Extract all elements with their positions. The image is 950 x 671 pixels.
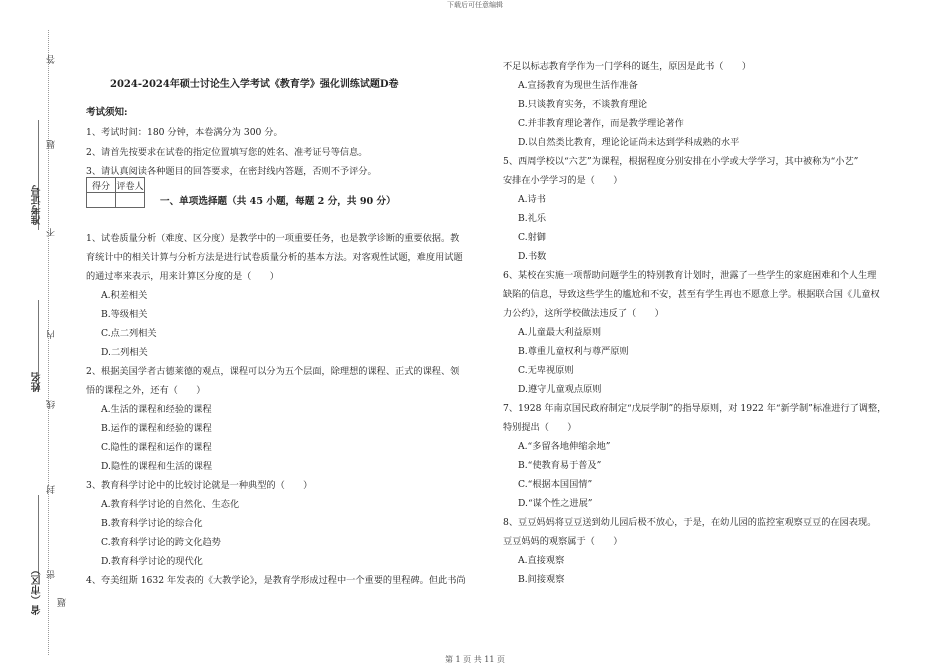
question-stem: 7、1928 年南京国民政府制定“戊辰学制”的指导原则，对 1922 年“新学制”标准进行了调整， xyxy=(503,403,887,414)
question-stem: 8、豆豆妈妈将豆豆送到幼儿园后极不放心，于是，在幼儿园的监控室观察豆豆的在园表现。 xyxy=(503,517,877,528)
answer-option: D.二列相关 xyxy=(101,347,148,358)
seal-char-xian: 线 xyxy=(47,400,57,409)
question-stem: 的通过率来表示，用来计算区分度的是（ ） xyxy=(86,271,279,282)
answer-option: A.直接观察 xyxy=(518,555,565,566)
answer-option: A.积差相关 xyxy=(101,290,148,301)
province-line xyxy=(38,495,39,575)
question-continuation: 不足以标志教育学作为一门学科的诞生，原因是此书（ ） xyxy=(503,61,752,72)
seal-char-feng: 封 xyxy=(47,485,57,494)
answer-option: B.礼乐 xyxy=(518,213,547,224)
answer-option: A.儿童最大利益原则 xyxy=(518,327,602,338)
question-stem: 6、某校在实施一项帮助问题学生的特别教育计划时，泄露了一些学生的家庭困难和个人生理 xyxy=(503,270,877,281)
seal-char-bottom: 题 xyxy=(58,598,68,607)
section-title: 一、单项选择题（共 45 小题，每题 2 分，共 90 分） xyxy=(160,196,396,207)
answer-option: C.隐性的课程和运作的课程 xyxy=(101,442,212,453)
answer-option: D.遵守儿童观点原则 xyxy=(518,384,602,395)
notice-item: 2、请首先按要求在试卷的指定位置填写您的姓名、准考证号等信息。 xyxy=(86,146,368,158)
question-stem: 特别提出（ ） xyxy=(503,422,577,433)
seal-char-da: 答 xyxy=(47,55,57,64)
question-stem: 2、根据美国学者古德莱德的观点，课程可以分为五个层面，除理想的课程、正式的课程、领 xyxy=(86,366,460,377)
answer-option: A.生活的课程和经验的课程 xyxy=(101,404,212,415)
answer-option: D.以自然类比教育，理论论证尚未达到学科成熟的水平 xyxy=(518,137,740,148)
question-stem: 豆豆妈妈的观察属于（ ） xyxy=(503,536,623,547)
notice-item: 1、考试时间：180 分钟，本卷满分为 300 分。 xyxy=(86,127,283,138)
answer-option: D.隐性的课程和生活的课程 xyxy=(101,461,213,472)
left-question-column xyxy=(86,229,486,590)
notice-list xyxy=(86,123,377,182)
score-label: 得分 xyxy=(87,178,116,193)
answer-option: A.宣扬教育为现世生活作准备 xyxy=(518,80,638,91)
answer-option: B.尊重儿童权利与尊严原则 xyxy=(518,346,629,357)
question-stem: 育统计中的相关计算与分析方法是进行试卷质量分析的基本方法。对客观性试题，难度用试题 xyxy=(86,252,463,263)
question-stem: 力公约》，这所学校做法违反了（ ） xyxy=(503,308,664,319)
seal-char-ti: 题 xyxy=(47,140,57,149)
question-stem: 3、教育科学讨论中的比较讨论就是一种典型的（ ） xyxy=(86,480,313,491)
answer-option: B.“使教育易于普及” xyxy=(518,460,602,471)
name-label: 姓名 xyxy=(32,372,43,392)
answer-option: A.教育科学讨论的自然化、生态化 xyxy=(101,499,240,510)
seal-char-nei: 内 xyxy=(47,330,57,339)
answer-option: B.等级相关 xyxy=(101,309,148,320)
answer-option: B.教育科学讨论的综合化 xyxy=(101,518,203,529)
answer-option: B.只谈教育实务，不谈教育理论 xyxy=(518,99,648,110)
score-cell[interactable] xyxy=(87,193,116,208)
answer-option: C.“根据本国国情” xyxy=(518,479,593,490)
right-question-column xyxy=(503,57,913,589)
answer-option: C.射御 xyxy=(518,232,546,243)
question-stem: 安排在小学学习的是（ ） xyxy=(503,175,623,186)
answer-option: C.教育科学讨论的跨文化趋势 xyxy=(101,537,221,548)
seal-char-mi: 密 xyxy=(47,570,57,579)
header-note: 下载后可任意编辑 xyxy=(447,1,503,9)
question-stem: 缺陷的信息，导致这些学生的尴尬和不安，甚至有学生再也不愿意上学。根据联合国《儿童权 xyxy=(503,289,880,300)
answer-option: C.无卑视原则 xyxy=(518,365,574,376)
dotted-seal-line xyxy=(48,30,49,655)
question-stem: 1、试卷质量分析（难度、区分度）是教学中的一项重要任务，也是教学诊断的重要依据。教 xyxy=(86,233,460,244)
grader-label: 评卷人 xyxy=(116,178,145,193)
notice-heading: 考试须知: xyxy=(86,107,128,118)
page-number: 第 1 页 共 11 页 xyxy=(445,655,505,664)
answer-option: D.书数 xyxy=(518,251,547,262)
question-stem: 5、西周学校以“六艺”为课程，根据程度分别安排在小学或大学学习，其中被称为“小艺” xyxy=(503,156,859,167)
question-stem: 4、夸美纽斯 1632 年发表的《大教学论》，是教育学形成过程中一个重要的里程碑。但此书尚 xyxy=(86,575,466,586)
answer-option: C.并非教育理论著作，而是教学理论著作 xyxy=(518,118,684,129)
seal-char-bu: 不 xyxy=(47,228,57,237)
province-label: 省（市区） xyxy=(32,565,43,615)
answer-option: A.诗书 xyxy=(518,194,546,205)
exam-title: 2024-2024年硕士讨论生入学考试《教育学》强化训练试题D卷 xyxy=(110,79,399,90)
binding-margin xyxy=(0,0,72,671)
answer-option: C.点二列相关 xyxy=(101,328,157,339)
question-stem: 悟的课程之外，还有（ ） xyxy=(86,385,206,396)
answer-option: D.教育科学讨论的现代化 xyxy=(101,556,203,567)
score-box xyxy=(86,177,145,208)
answer-option: A.“多留各地伸缩余地” xyxy=(518,441,611,452)
notice-item: 3、请认真阅读各种题目的回答要求，在密封线内答题，否则不予评分。 xyxy=(86,166,377,177)
answer-option: B.运作的课程和经验的课程 xyxy=(101,423,212,434)
exam-number-label: 准考证号 xyxy=(32,185,43,225)
answer-option: D.“谋个性之进展” xyxy=(518,498,593,509)
answer-option: B.间接观察 xyxy=(518,574,565,585)
grader-cell[interactable] xyxy=(116,193,145,208)
